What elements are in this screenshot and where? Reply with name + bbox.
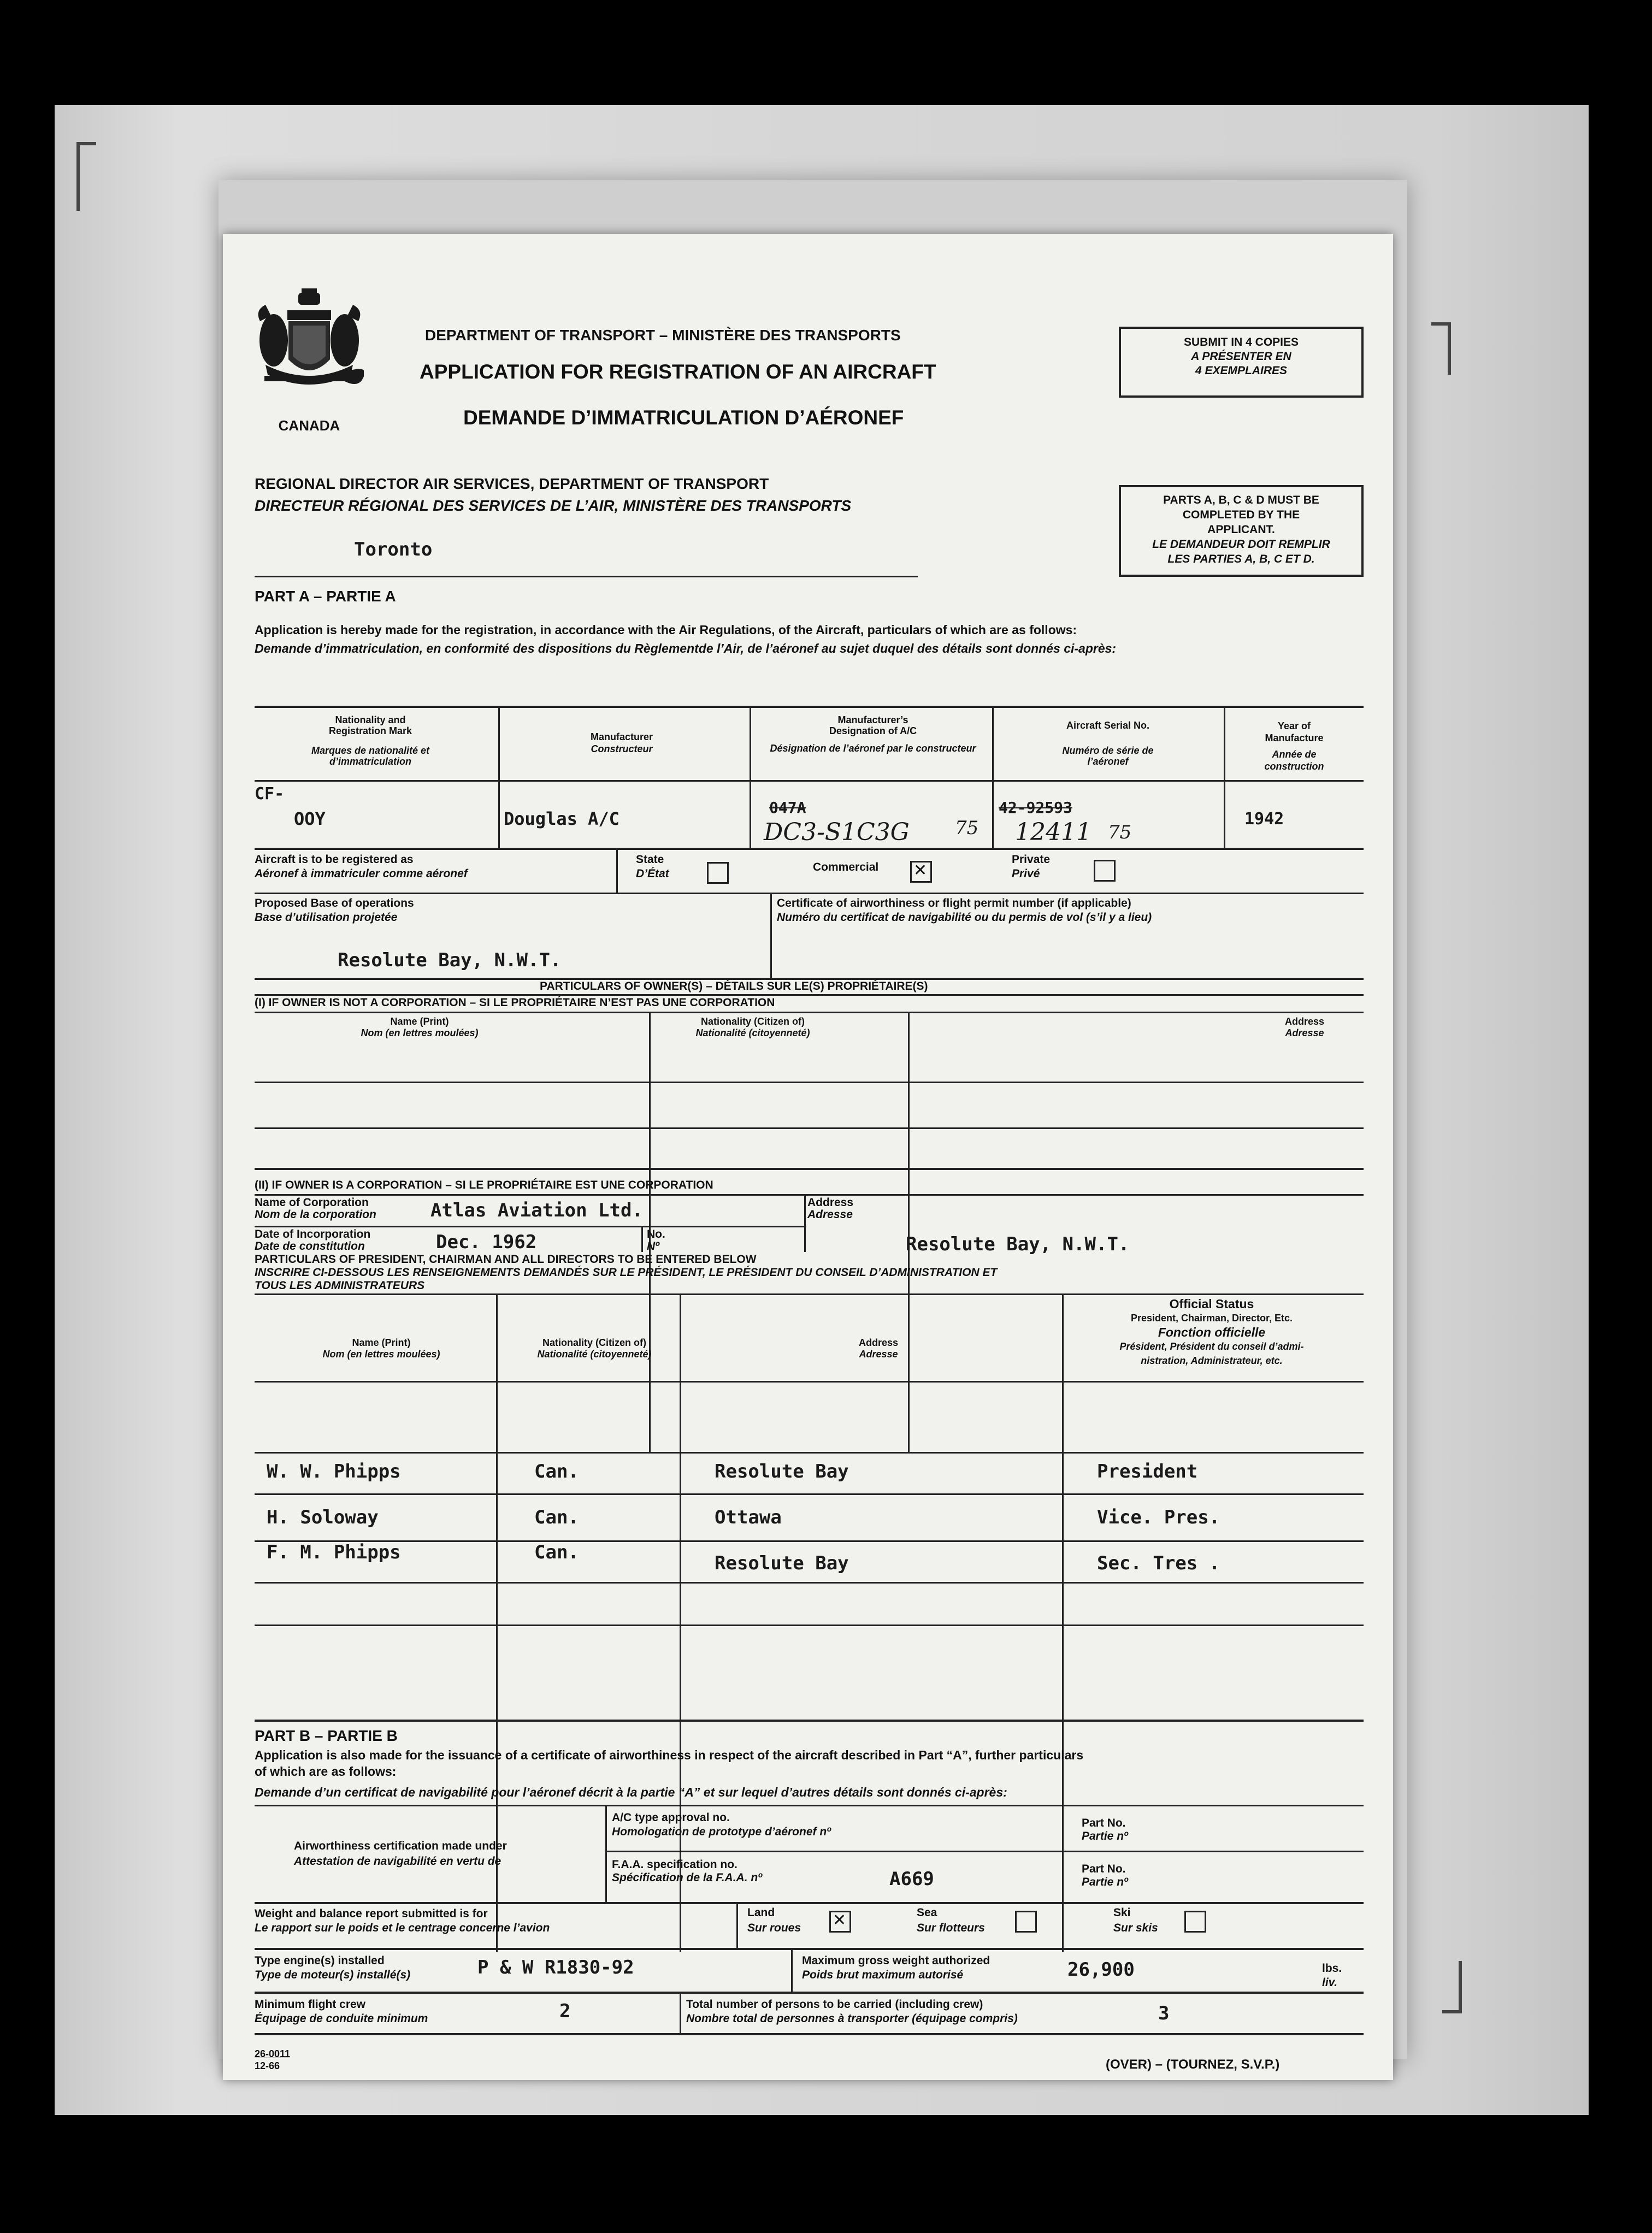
part-no-label-en: Part No. <box>1082 1817 1126 1829</box>
col-divider <box>680 1293 681 1952</box>
sea-checkbox[interactable] <box>1015 1911 1037 1933</box>
weight-unit-en: lbs. <box>1322 1962 1342 1975</box>
row-rule <box>255 994 1364 996</box>
canada-coat-of-arms <box>255 288 364 436</box>
corner-mark-bottom-right <box>1442 1961 1462 2013</box>
part-b-intro-en: Application is also made for the issuance of a certificate of airworthiness in respect of the aircraft described in Part “A”, further particulars <box>255 1748 1084 1762</box>
part-no-label-fr: Partie nº <box>1082 1830 1128 1842</box>
col-divider <box>496 1293 498 1952</box>
parts-required-box <box>1119 485 1364 577</box>
faa-label-en: F.A.A. specification no. <box>612 1858 738 1871</box>
table-header-rule <box>255 780 1364 782</box>
engine-value: P & W R1830-92 <box>477 1957 634 1978</box>
director-name: F. M. Phipps <box>267 1541 401 1563</box>
row-rule <box>605 1851 1364 1852</box>
part-b-intro-fr: Demande d’un certificat de navigabilité pour l’aéronef décrit à la partie “A” et sur lequel d’autres détails sont donnés ci-après: <box>255 1785 1007 1799</box>
col-header-nationality: Nationality and Registration Mark Marques de nationalité et d’immatriculation <box>311 714 430 767</box>
cell-divider <box>616 850 618 893</box>
certificate-label-en: Certificate of airworthiness or flight permit number (if applicable) <box>777 897 1131 909</box>
directors-header-rule <box>255 1381 1364 1383</box>
serial-initials: 75 <box>1108 822 1132 843</box>
directors-heading-fr: INSCRIRE CI-DESSOUS LES RENSEIGNEMENTS DEMANDÉS SUR LE PRÉSIDENT, LE PRÉSIDENT DU CONSEIL D’ADMINISTRATION ET <box>255 1266 998 1279</box>
directors-heading-en: PARTICULARS OF PRESIDENT, CHAIRMAN AND ALL DIRECTORS TO BE ENTERED BELOW <box>255 1253 757 1266</box>
registered-as-en: Aircraft is to be registered as <box>255 853 414 866</box>
director-nationality: Can. <box>534 1541 579 1563</box>
ski-label-fr: Sur skis <box>1113 1922 1158 1934</box>
row-rule <box>255 1293 1364 1295</box>
weight-balance-label-fr: Le rapport sur le poids et le centrage concerne l’avion <box>255 1922 550 1934</box>
department-line: DEPARTMENT OF TRANSPORT – MINISTÈRE DES TRANSPORTS <box>425 327 901 344</box>
owner-name-header: Name (Print) Nom (en lettres moulées) <box>361 1016 479 1038</box>
state-checkbox[interactable] <box>707 862 729 884</box>
country-label: CANADA <box>278 417 340 434</box>
field-rule <box>255 1226 806 1227</box>
col-divider <box>1224 706 1225 848</box>
official-status-header: Official Status President, Chairman, Director, Etc. Fonction officielle Président, Président du conseil d’admi- nistration, Administrateur, etc. <box>1119 1297 1304 1366</box>
min-crew-value: 2 <box>559 2000 571 2022</box>
director-status: Sec. Tres . <box>1097 1552 1220 1574</box>
row-rule <box>255 1720 1364 1722</box>
owner-row-rule <box>255 1127 1364 1129</box>
corp-name-value: Atlas Aviation Ltd. <box>430 1200 643 1221</box>
part-b-intro-en-2: of which are as follows: <box>255 1764 397 1779</box>
owner-row-rule <box>255 1082 1364 1083</box>
max-weight-label-en: Maximum gross weight authorized <box>802 1954 990 1967</box>
ski-label-en: Ski <box>1113 1906 1131 1919</box>
state-label-fr: D’État <box>636 867 669 880</box>
engine-label-en: Type engine(s) installed <box>255 1954 385 1967</box>
director-name-header: Name (Print) Nom (en lettres moulées) <box>322 1337 440 1360</box>
weight-unit-fr: liv. <box>1322 1976 1338 1989</box>
row-rule <box>255 1902 1364 1904</box>
row-rule <box>255 1012 1364 1013</box>
part-no-label-fr: Partie nº <box>1082 1876 1128 1888</box>
registration-form <box>223 234 1393 2080</box>
corp-address-label-fr: Adresse <box>807 1208 853 1221</box>
corp-address-value: Resolute Bay, N.W.T. <box>906 1233 1130 1255</box>
cell-divider <box>641 1227 643 1252</box>
ski-checkbox[interactable] <box>1184 1911 1206 1933</box>
form-title-en: APPLICATION FOR REGISTRATION OF AN AIRCRAFT <box>420 361 936 383</box>
certificate-label-fr: Numéro du certificat de navigabilité ou du permis de vol (s’il y a lieu) <box>777 911 1152 924</box>
director-status: Vice. Pres. <box>1097 1507 1220 1528</box>
parts-box-line: COMPLETED BY THE <box>1182 509 1300 521</box>
col-header-year: Year of Manufacture Année de construction <box>1264 720 1324 772</box>
cell-divider <box>791 1948 793 1992</box>
manufacturer-value: Douglas A/C <box>504 808 620 829</box>
corner-mark-top-right <box>1431 322 1451 375</box>
director-nationality: Can. <box>534 1507 579 1528</box>
land-label-fr: Sur roues <box>747 1922 801 1934</box>
row-rule <box>255 893 1364 894</box>
part-no-label-en: Part No. <box>1082 1863 1126 1875</box>
state-label-en: State <box>636 853 664 866</box>
incorporation-label-fr: Date de constitution <box>255 1240 365 1253</box>
weight-balance-label-en: Weight and balance report submitted is for <box>255 1907 488 1920</box>
col-divider <box>496 1624 498 1720</box>
parts-box-line: APPLICANT. <box>1207 523 1275 536</box>
persons-value: 3 <box>1158 2002 1170 2024</box>
min-crew-label-fr: Équipage de conduite minimum <box>255 2012 428 2025</box>
no-label-en: No. <box>647 1228 665 1240</box>
row-rule <box>255 1805 1364 1806</box>
cell-divider <box>736 1902 738 1948</box>
director-row-rule <box>255 1493 1364 1495</box>
commercial-label: Commercial <box>813 861 879 873</box>
cell-divider <box>770 893 772 978</box>
addressee-fr: DIRECTEUR RÉGIONAL DES SERVICES DE L’AIR, MINISTÈRE DES TRANSPORTS <box>255 497 852 514</box>
over-note: (OVER) – (TOURNEZ, S.V.P.) <box>1106 2057 1280 2072</box>
cell-divider <box>804 1194 806 1252</box>
cell-divider <box>605 1805 607 1903</box>
submit-box-line: A PRÉSENTER EN <box>1191 350 1291 363</box>
airworthiness-label-en: Airworthiness certification made under <box>294 1840 507 1852</box>
col-divider <box>992 706 994 848</box>
persons-label-fr: Nombre total de personnes à transporter (équipage compris) <box>686 2012 1018 2025</box>
submit-box-line: 4 EXEMPLAIRES <box>1195 364 1288 377</box>
engine-label-fr: Type de moteur(s) installé(s) <box>255 1969 411 1981</box>
director-row-rule <box>255 1452 1364 1454</box>
city-underline <box>255 576 918 577</box>
land-label-en: Land <box>747 1906 775 1919</box>
part-b-heading: PART B – PARTIE B <box>255 1727 398 1744</box>
director-row-rule <box>255 1624 1364 1626</box>
max-weight-label-fr: Poids brut maximum autorisé <box>802 1969 964 1981</box>
row-rule <box>255 1194 1364 1196</box>
corporation-heading: (II) IF OWNER IS A CORPORATION – SI LE PROPRIÉTAIRE EST UNE CORPORATION <box>255 1179 713 1191</box>
designation-struck: 047A <box>769 799 806 817</box>
base-label-fr: Base d’utilisation projetée <box>255 911 398 924</box>
part-a-intro-fr: Demande d’immatriculation, en conformité des dispositions du Règlementde l’Air, de l’aéronef au sujet duquel des détails sont donnés ci-après: <box>255 641 1117 655</box>
no-label-fr: Nº <box>647 1240 659 1253</box>
owner-address-header: Address Adresse <box>1284 1016 1325 1038</box>
sea-label-en: Sea <box>917 1906 937 1919</box>
faa-label-fr: Spécification de la F.A.A. nº <box>612 1871 762 1884</box>
director-nationality: Can. <box>534 1461 579 1482</box>
col-header-serial: Aircraft Serial No. Numéro de série de l’aéronef <box>1062 720 1154 767</box>
parts-box-line: LE DEMANDEUR DOIT REMPLIR <box>1152 538 1330 551</box>
director-address-header: Address Adresse <box>858 1337 899 1360</box>
designation-handwritten: DC3-S1C3G <box>764 818 910 846</box>
reg-mark: OOY <box>294 808 326 829</box>
form-date: 12-66 <box>255 2060 280 2071</box>
designation-initials: 75 <box>955 817 979 839</box>
col-divider <box>1062 1293 1064 1952</box>
reg-prefix: CF- <box>255 784 285 804</box>
row-rule <box>255 1992 1364 1994</box>
form-title-fr: DEMANDE D’IMMATRICULATION D’AÉRONEF <box>463 406 904 429</box>
col-header-manufacturer: Manufacturer Constructeur <box>590 731 653 754</box>
year-value: 1942 <box>1244 810 1284 829</box>
parts-box-line: PARTS A, B, C & D MUST BE <box>1163 494 1319 506</box>
director-nationality-header: Nationality (Citizen of) Nationalité (citoyenneté) <box>537 1337 652 1360</box>
col-divider <box>750 706 751 848</box>
owners-heading: PARTICULARS OF OWNER(S) – DÉTAILS SUR LE(S) PROPRIÉTAIRE(S) <box>540 980 928 993</box>
corp-name-label-en: Name of Corporation <box>255 1196 369 1209</box>
private-checkbox[interactable] <box>1094 860 1116 882</box>
director-address: Resolute Bay <box>715 1552 849 1574</box>
serial-handwritten: 12411 <box>1015 818 1092 846</box>
row-rule <box>255 1168 1364 1170</box>
min-crew-label-en: Minimum flight crew <box>255 1998 366 2011</box>
corp-name-label-fr: Nom de la corporation <box>255 1208 376 1221</box>
part-a-heading: PART A – PARTIE A <box>255 588 396 605</box>
land-checkbox[interactable] <box>829 1911 851 1933</box>
col-divider <box>498 706 500 848</box>
base-label-en: Proposed Base of operations <box>255 897 414 909</box>
addressee-en: REGIONAL DIRECTOR AIR SERVICES, DEPARTMENT OF TRANSPORT <box>255 475 769 492</box>
sea-label-fr: Sur flotteurs <box>917 1922 985 1934</box>
ac-type-label-fr: Homologation de prototype d’aéronef nº <box>612 1826 831 1838</box>
persons-label-en: Total number of persons to be carried (including crew) <box>686 1998 983 2011</box>
parts-box-line: LES PARTIES A, B, C ET D. <box>1167 553 1315 565</box>
director-row-rule <box>255 1540 1364 1542</box>
director-status: President <box>1097 1461 1198 1482</box>
cell-divider <box>680 1994 681 2033</box>
commercial-checkbox[interactable] <box>910 861 932 883</box>
incorporation-label-en: Date of Incorporation <box>255 1228 371 1240</box>
max-weight-value: 26,900 <box>1067 1959 1135 1981</box>
corner-mark-top-left <box>76 142 96 211</box>
serial-struck: 42-92593 <box>999 799 1072 817</box>
owner-nationality-header: Nationality (Citizen of) Nationalité (citoyenneté) <box>695 1016 810 1038</box>
not-corporation-heading: (I) IF OWNER IS NOT A CORPORATION – SI LE PROPRIÉTAIRE N’EST PAS UNE CORPORATION <box>255 996 775 1009</box>
private-label-en: Private <box>1012 853 1051 866</box>
faa-value: A669 <box>889 1868 934 1890</box>
table-bottom-rule <box>255 848 1364 850</box>
director-address: Ottawa <box>715 1507 782 1528</box>
airworthiness-label-fr: Attestation de navigabilité en vertu de <box>294 1855 502 1868</box>
form-number: 26-0011 <box>255 2048 291 2059</box>
addressee-city: Toronto <box>354 539 433 560</box>
director-name: W. W. Phipps <box>267 1461 401 1482</box>
col-header-designation: Manufacturer’s Designation of A/C Désignation de l’aéronef par le constructeur <box>770 714 976 754</box>
registered-as-fr: Aéronef à immatriculer comme aéronef <box>255 867 468 880</box>
private-label-fr: Privé <box>1012 867 1040 880</box>
corp-address-label-en: Address <box>807 1196 854 1209</box>
table-top-rule <box>255 706 1364 708</box>
director-row-rule <box>255 1582 1364 1584</box>
director-name: H. Soloway <box>267 1507 379 1528</box>
incorporation-date: Dec. 1962 <box>436 1231 537 1253</box>
directors-heading-fr-2: TOUS LES ADMINISTRATEURS <box>255 1279 425 1292</box>
submit-copies-box <box>1119 327 1364 398</box>
row-rule <box>255 1948 1364 1950</box>
submit-box-line: SUBMIT IN 4 COPIES <box>1183 336 1299 348</box>
col-divider <box>908 1012 910 1452</box>
director-address: Resolute Bay <box>715 1461 849 1482</box>
ac-type-label-en: A/C type approval no. <box>612 1811 730 1824</box>
row-rule <box>255 2033 1364 2035</box>
base-value: Resolute Bay, N.W.T. <box>338 949 562 971</box>
part-a-intro-en: Application is hereby made for the registration, in accordance with the Air Regulations, of the Aircraft, particulars of which are as follows: <box>255 623 1077 637</box>
